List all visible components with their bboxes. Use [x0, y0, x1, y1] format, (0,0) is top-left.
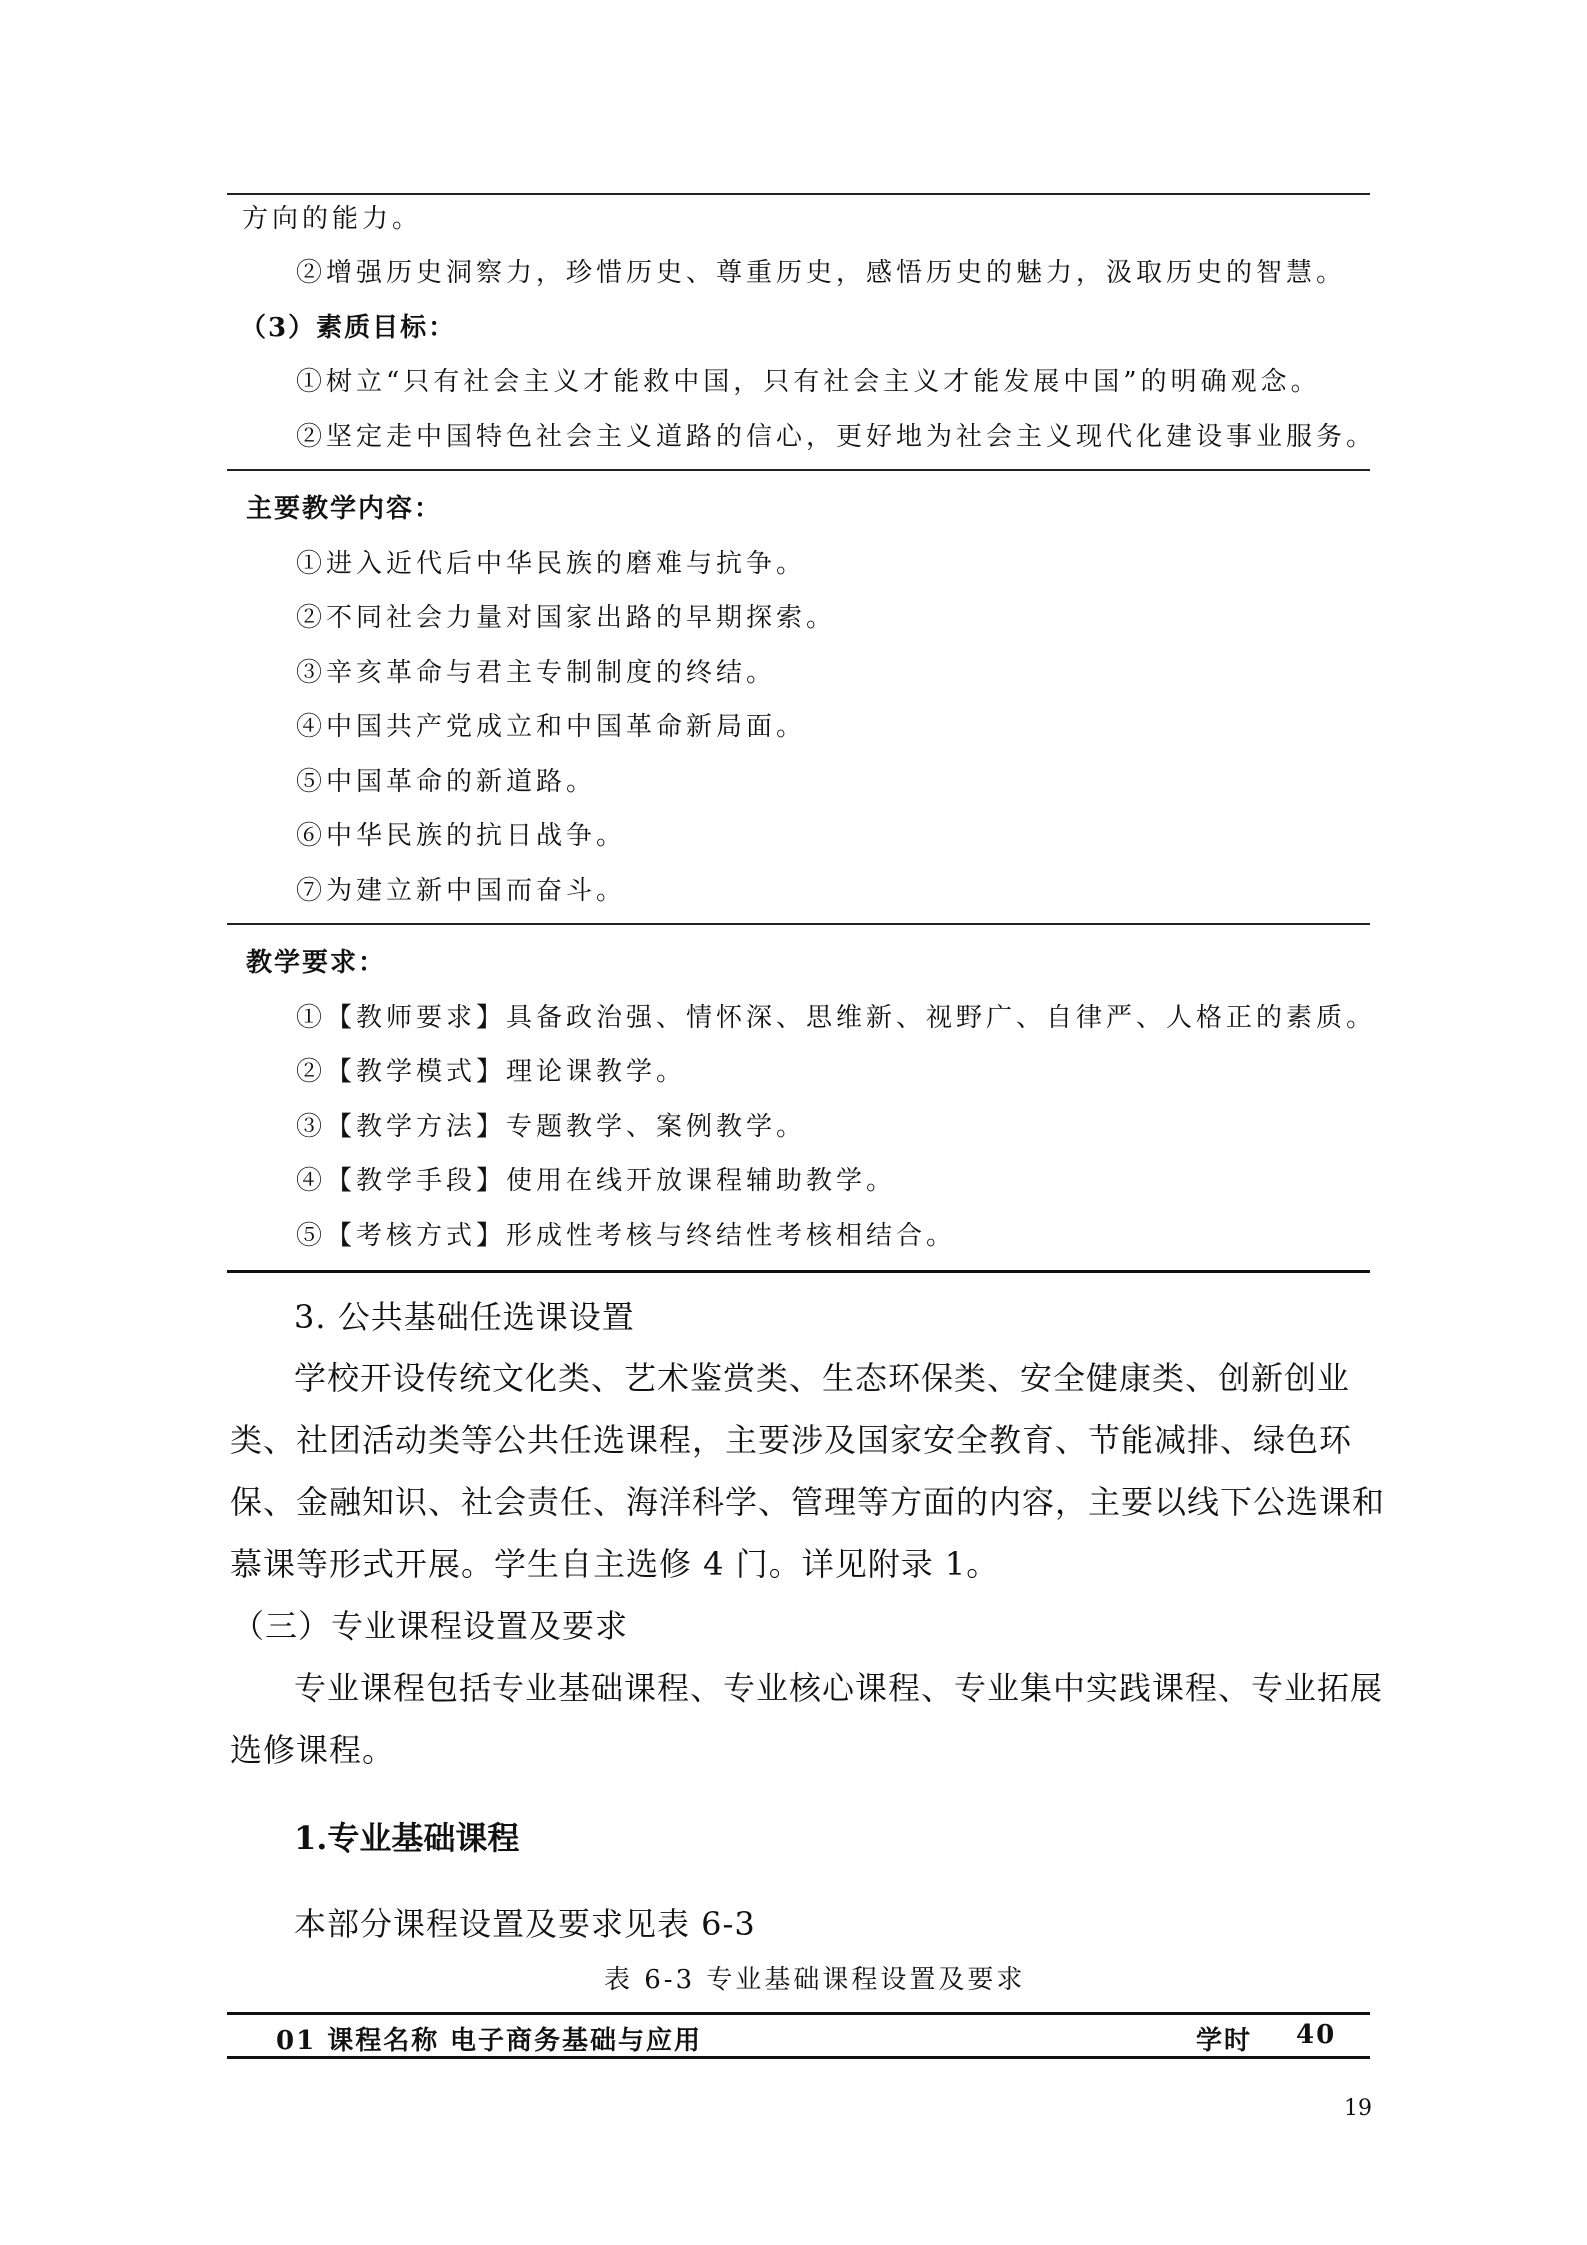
section-paragraph-line: 保、金融知识、社会责任、海洋科学、管理等方面的内容，主要以线下公选课和 [230, 1483, 1386, 1521]
goals-cont-line1: 方向的能力。 [242, 204, 423, 234]
content-item: ①进入近代后中华民族的磨难与抗争。 [296, 549, 807, 579]
table63-row-border [227, 2056, 1370, 2059]
requirement-item: ②【教学模式】理论课教学。 [296, 1057, 687, 1087]
requirement-item: ⑤【考核方式】形成性考核与终结性考核相结合。 [296, 1221, 957, 1251]
section-paragraph-line: 慕课等形式开展。学生自主选修 4 门。详见附录 1。 [230, 1545, 1000, 1583]
content-item: ②不同社会力量对国家出路的早期探索。 [296, 603, 837, 633]
requirement-item: ③【教学方法】专题教学、案例教学。 [296, 1112, 807, 1142]
section-heading: 3. 公共基础任选课设置 [294, 1298, 635, 1336]
content-item: ③辛亥革命与君主专制制度的终结。 [296, 658, 777, 688]
part-paragraph-line: 选修课程。 [230, 1731, 396, 1769]
content-item: ⑤中国革命的新道路。 [296, 767, 597, 797]
requirements-heading: 教学要求： [246, 948, 387, 978]
table63-hours-label: 学时 [1196, 2026, 1253, 2056]
quality-goal-item: ②坚定走中国特色社会主义道路的信心，更好地为社会主义现代化建设事业服务。 [296, 422, 1377, 452]
quality-goal-heading: （3）素质目标： [240, 313, 457, 343]
content-heading: 主要教学内容： [246, 494, 443, 524]
content-item: ④中国共产党成立和中国革命新局面。 [296, 712, 807, 742]
quality-goal-item: ①树立“只有社会主义才能救中国，只有社会主义才能发展中国”的明确观念。 [296, 367, 1321, 397]
table-row-divider [227, 923, 1370, 925]
section-paragraph-line: 类、社团活动类等公共任选课程，主要涉及国家安全教育、节能减排、绿色环 [230, 1421, 1353, 1459]
requirement-item: ④【教学手段】使用在线开放课程辅助教学。 [296, 1166, 897, 1196]
content-item: ⑥中华民族的抗日战争。 [296, 821, 627, 851]
content-item: ⑦为建立新中国而奋斗。 [296, 876, 627, 906]
subsection-heading: 1.专业基础课程 [294, 1819, 520, 1857]
table-top-border [227, 193, 1370, 195]
subsection-paragraph: 本部分课程设置及要求见表 6-3 [294, 1905, 756, 1943]
part-paragraph-line: 专业课程包括专业基础课程、专业核心课程、专业集中实践课程、专业拓展 [294, 1669, 1384, 1707]
table-caption: 表 6-3 专业基础课程设置及要求 [604, 1965, 1026, 1995]
goals-cont-line2: ②增强历史洞察力，珍惜历史、尊重历史，感悟历史的魅力，汲取历史的智慧。 [296, 258, 1347, 288]
table-bottom-border [227, 1270, 1370, 1273]
table63-course-name: 电子商务基础与应用 [450, 2026, 703, 2056]
section-paragraph-line: 学校开设传统文化类、艺术鉴赏类、生态环保类、安全健康类、创新创业 [294, 1359, 1351, 1397]
requirement-item: ①【教师要求】具备政治强、情怀深、思维新、视野广、自律严、人格正的素质。 [296, 1003, 1377, 1033]
table63-hours-value: 40 [1296, 2020, 1337, 2050]
page-number: 19 [1344, 2096, 1372, 2121]
part-heading: （三）专业课程设置及要求 [232, 1607, 629, 1645]
table-row-divider [227, 469, 1370, 471]
table63-top-border [227, 2012, 1370, 2015]
table63-course-label: 01 课程名称 [276, 2026, 440, 2056]
